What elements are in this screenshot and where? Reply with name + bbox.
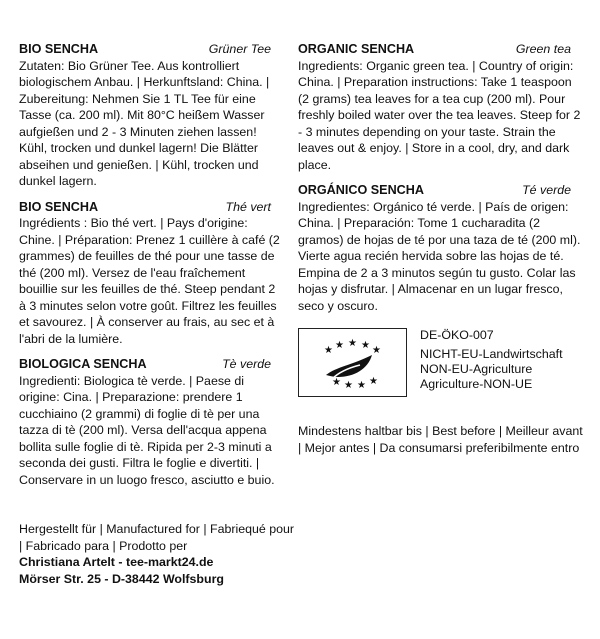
- svg-text:★: ★: [347, 337, 357, 349]
- section-fr: [19, 199, 283, 348]
- section-text: Ingredienti: Biologica tè verde. | Paese di origine: Cina. | Preparazione: prendere 1 cucchiaino (2 grammi) di foglie di tè per una tazza di tè (200 ml). Versa dell'acqua appena bollita sulle foglie di tè. Ripida per 2-3 minuti a seconda dei gusti. Filtra le foglie e divertiti. | Conservare in un luogo fresco, asciutto e buio.: [19, 373, 275, 487]
- svg-text:★: ★: [331, 376, 341, 388]
- section-it: [19, 356, 283, 488]
- section-text: Ingredients: Organic green tea. | Country of origin: China. | Preparation instructions: Take 1 teaspoon (2 grams) tea leaves for a tea cup (200 ml). Pour freshly boiled water over the tea leaves. Steep for 2 - 3 minutes depending on your taste. Strain the leaves out & enjoy. | Store in a cool, dry, and dark place.: [298, 58, 581, 172]
- svg-text:★: ★: [356, 379, 366, 391]
- svg-text:★: ★: [371, 344, 381, 356]
- svg-text:★: ★: [368, 375, 378, 387]
- section-title: BIOLOGICA SENCHA: [19, 357, 147, 371]
- section-title: ORGANIC SENCHA: [298, 42, 415, 56]
- svg-text:★: ★: [323, 344, 333, 356]
- manufacturer-intro: Hergestellt für | Manufactured for | Fabriequé pour | Fabricado para | Prodotto per: [19, 522, 295, 553]
- manufacturer-company: Christiana Artelt - tee-markt24.de: [19, 555, 214, 569]
- section-lang: Thé vert: [225, 199, 271, 214]
- eu-organic-block: [298, 328, 583, 397]
- manufacturer-block: [19, 521, 299, 587]
- svg-text:★: ★: [334, 339, 344, 351]
- section-title: BIO SENCHA: [19, 199, 99, 214]
- left-column: [19, 41, 283, 497]
- section-text: Ingredientes: Orgánico té verde. | País de origen: China. | Preparación: Tome 1 cucharadita (2 gramos) de hojas de té por una taza de té (200 ml). Vierte agua recién hervida sobre las hojas de té. Empina de 2 a 3 minutos según tu gusto. Colar las hojas y disfrutar. | Almacenar en un lugar fresco, seco y oscuro.: [298, 199, 581, 313]
- section-de: [19, 41, 283, 190]
- section-text: Zutaten: Bio Grüner Tee. Aus kontrolliert biologischem Anbau. | Herkunftsland: China. | Zubereitung: Nehmen Sie 1 TL Tee für eine Tasse (ca. 200 ml). Mit 80°C heißem Wasser aufgießen und 2 - 3 Minuten ziehen lassen! Kühl, trocken und dunkel lagern! Die Blätter abseihen und genießen. | Kühl, trocken und dunkel lagern.: [19, 58, 270, 188]
- best-before-text: Mindestens haltbar bis | Best before | Meilleur avant | Mejor antes | Da consumarsi preferibilmente entro: [298, 424, 583, 455]
- right-column: [298, 41, 583, 456]
- section-text: Ingrédients : Bio thé vert. | Pays d'origine: Chine. | Préparation: Prenez 1 cuillère à café (2 grammes) de feuilles de thé pour une tasse de thé (200 ml). Versez de l'eau fraîchement bouillie sur les feuilles de thé. Steep pendant 2 à 3 minutes selon votre goût. Filtrez les feuilles et savourez. | À conserver au frais, au sec et à l'abri de la lumière.: [19, 216, 280, 346]
- section-en: [298, 41, 583, 173]
- section-lang: Grüner Tee: [208, 42, 271, 56]
- svg-text:★: ★: [343, 379, 353, 391]
- eu-origin-fr: Agriculture-NON-UE: [420, 377, 533, 391]
- section-lang: Green tea: [515, 42, 571, 56]
- eu-label-text: [420, 328, 563, 397]
- eu-control-code: DE-ÖKO-007: [420, 328, 494, 342]
- section-lang: Tè verde: [222, 357, 271, 371]
- eu-origin-de: NICHT-EU-Landwirtschaft: [420, 347, 563, 361]
- svg-text:★: ★: [360, 339, 370, 351]
- section-title: BIO SENCHA: [19, 42, 99, 56]
- section-lang: Té verde: [522, 183, 571, 197]
- section-es: [298, 182, 583, 314]
- eu-origin-en: NON-EU-Agriculture: [420, 362, 533, 376]
- manufacturer-address: Mörser Str. 25 - D-38442 Wolfsburg: [19, 571, 224, 586]
- eu-organic-leaf-icon: [298, 328, 407, 397]
- section-title: ORGÁNICO SENCHA: [298, 183, 424, 197]
